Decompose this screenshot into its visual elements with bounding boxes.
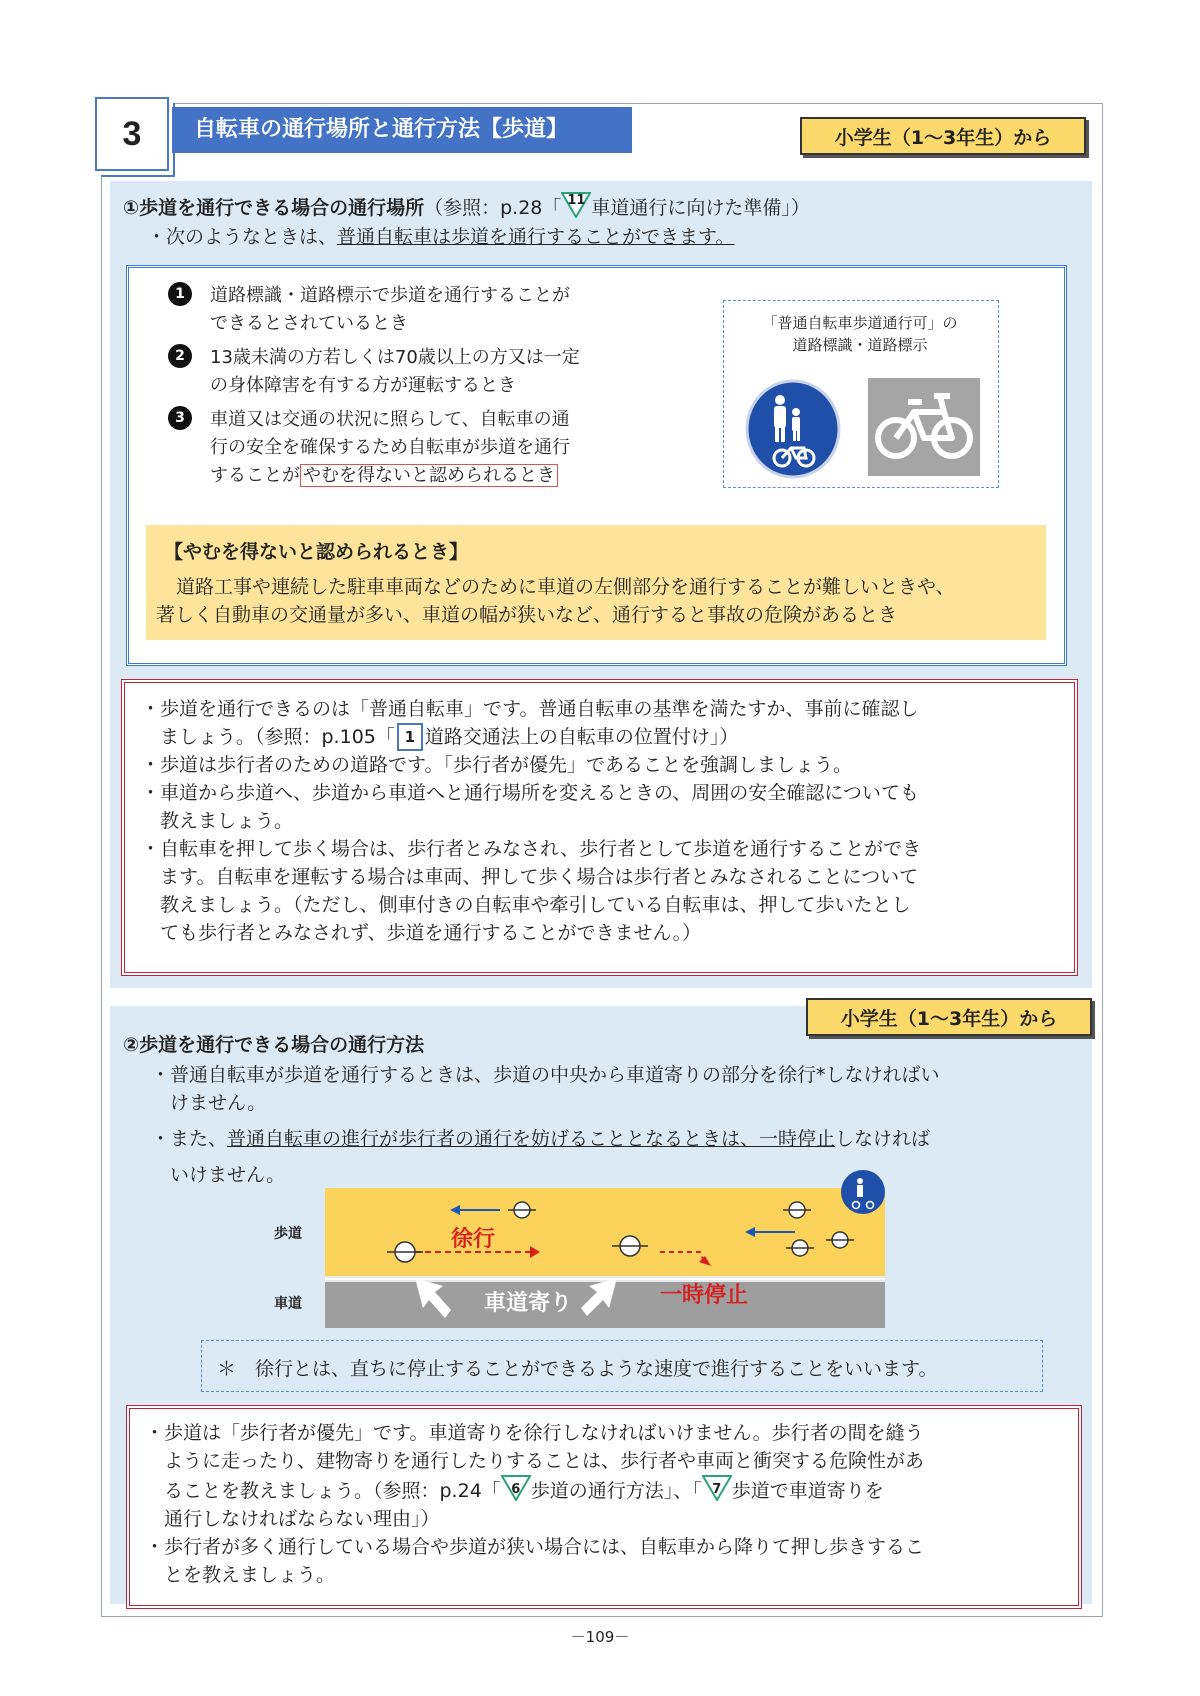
part2-note-line: ように走ったり、建物寄りを通行したりすることは、歩行者や車両と衝突する危険性があ xyxy=(164,1450,925,1472)
unavoidable-line1: 道路工事や連続した駐車車両などのために車道の左側部分を通行することが難しいときや、 xyxy=(176,576,955,598)
part1-intro-prefix: ・次のようなときは、 xyxy=(147,226,338,248)
part2-bullet2-prefix: ・また、 xyxy=(151,1128,228,1150)
condition-3-line1: 車道又は交通の状況に照らして、自転車の通 xyxy=(210,409,570,430)
part2-note-line: ・歩行者が多く通行している場合や歩道が狭い場合には、自転車から降りて押し歩きするこ xyxy=(145,1536,925,1558)
part2-bullet2-line2: いけません。 xyxy=(170,1164,286,1186)
sign-caption-line2: 道路標識・道路標示 xyxy=(792,336,928,354)
part2-note-ref-b: 歩道の通行方法」、「 xyxy=(530,1480,702,1502)
unavoidable-box xyxy=(146,525,1046,640)
grade-badge-2: 小学生（1～3年生）から xyxy=(806,998,1092,1036)
part2-notes xyxy=(145,1419,924,1589)
part2-note-line-ref xyxy=(145,1475,924,1505)
ref-number-box-icon: 1 xyxy=(397,723,423,751)
condition-1 xyxy=(168,282,688,342)
road-side-label: 車道寄り xyxy=(484,1291,573,1316)
bicycle-road-marking-icon xyxy=(868,378,980,476)
part1-note-line: ・歩道は歩行者のための道路です。「歩行者が優先」であることを強調しましょう。 xyxy=(141,754,852,776)
condition-2 xyxy=(168,344,688,404)
part1-note-line: 教えましょう。（ただし、側車付きの自転車や牽引している自転車は、押して歩いたとし xyxy=(160,894,911,916)
sign-caption-line1: 「普通自転車歩道通行可」の xyxy=(762,314,958,332)
part2-bullet1-line1: ・普通自転車が歩道を通行するときは、歩道の中央から車道寄りの部分を徐行*しなければい xyxy=(151,1064,940,1086)
part1-notes xyxy=(141,695,921,947)
condition-1-line2: できるとされているとき xyxy=(210,313,408,334)
unavoidable-title: 【やむを得ないと認められるとき】 xyxy=(164,541,469,563)
triangle-ref-icon xyxy=(561,192,591,218)
part1-note-line: ます。自転車を運転する場合は車両、押して歩く場合は歩行者とみなされることについて xyxy=(160,866,919,888)
part1-ref-num: 11 xyxy=(567,193,586,208)
condition-2-line2: の身体障害を有する方が運転するとき xyxy=(210,375,516,396)
condition-3 xyxy=(168,406,688,494)
part1-note-line: ・歩道を通行できるのは「普通自転車」です。普通自転車の基準を満たすか、事前に確認し xyxy=(141,698,919,720)
part2-bullet2-underlined2: 一時停止 xyxy=(759,1128,836,1150)
part2-note-line: 通行しなければならない理由」） xyxy=(164,1508,440,1530)
page-number: －109－ xyxy=(570,1628,630,1646)
part2-bullet1-line2: けません。 xyxy=(170,1092,267,1114)
stop-label: 一時停止 xyxy=(660,1283,749,1308)
condition-2-line1: 13歳未満の方若しくは70歳以上の方又は一定 xyxy=(210,347,580,368)
condition-2-number: 2 xyxy=(168,344,192,368)
roadway-label: 車道 xyxy=(274,1296,302,1312)
condition-3-number: 3 xyxy=(168,406,192,430)
part1-ref-open: （参照：p.28「 xyxy=(424,197,562,219)
part1-note-ref-a: ましょう。（参照：p.105「 xyxy=(160,726,395,748)
part2-note-line: とを教えましょう。 xyxy=(164,1564,336,1586)
part1-note-line: ・車道から歩道へ、歩道から車道へと通行場所を変えるときの、周囲の安全確認についても xyxy=(141,782,919,804)
part2-bullet2-suffix: しなければ xyxy=(835,1128,931,1150)
condition-1-line1: 道路標識・道路標示で歩道を通行することが xyxy=(210,285,570,306)
part1-heading-main: ①歩道を通行できる場合の通行場所 xyxy=(123,197,425,219)
part2-bullet2-line1 xyxy=(151,1124,930,1151)
triangle-ref-icon xyxy=(702,1475,732,1501)
sidewalk-label: 歩道 xyxy=(274,1226,302,1242)
part1-intro xyxy=(147,222,735,249)
pedestrian-bicycle-sign-icon xyxy=(744,378,842,480)
footnote-text: ＊ 徐行とは、直ちに停止することができるような速度で進行することをいいます。 xyxy=(217,1358,938,1380)
footnote-box xyxy=(201,1340,1043,1392)
part2-note-ref-c: 歩道で車道寄りを xyxy=(731,1480,884,1502)
part1-note-line: 教えましょう。 xyxy=(160,810,294,832)
part1-note-line: ・自転車を押して歩く場合は、歩行者とみなされ、歩行者として歩道を通行することができ xyxy=(141,838,922,860)
slow-label: 徐行 xyxy=(451,1227,496,1252)
sign-caption xyxy=(723,312,997,356)
pedestrian-bicycle-sign-small-icon xyxy=(841,1170,885,1214)
part2-ref-num1: 6 xyxy=(511,1482,521,1497)
part1-intro-underlined: 普通自転車は歩道を通行することができます。 xyxy=(337,226,735,248)
part2-bullet2-underlined1: 普通自転車の進行が歩行者の通行を妨げることとなるときは、 xyxy=(227,1128,760,1150)
condition-1-number: 1 xyxy=(168,282,192,306)
part2-note-line: ・歩道は「歩行者が優先」です。車道寄りを徐行しなければいけません。歩行者の間を縫う xyxy=(145,1422,924,1444)
part1-note-line-ref xyxy=(141,723,921,751)
part1-ref-title: 車道通行に向けた準備」） xyxy=(591,197,810,219)
part1-heading xyxy=(123,192,810,220)
condition-3-line3-prefix: することが xyxy=(210,465,300,486)
sidewalk-diagram xyxy=(325,1168,885,1328)
section-number: 3 xyxy=(95,97,169,171)
part2-ref-num2: 7 xyxy=(712,1482,722,1497)
condition-3-line2: 行の安全を確保するため自転車が歩道を通行 xyxy=(210,437,570,458)
unavoidable-line2: 著しく自動車の交通量が多い、車道の幅が狭いなど、通行すると事故の危険があるとき xyxy=(156,604,898,626)
part1-note-ref-b: 道路交通法上の自転車の位置付け」） xyxy=(424,726,739,748)
part1-note-line: ても歩行者とみなされず、歩道を通行することができません。） xyxy=(160,922,702,944)
part2-heading: ②歩道を通行できる場合の通行方法 xyxy=(123,1034,425,1056)
triangle-ref-icon xyxy=(501,1475,531,1501)
grade-badge: 小学生（1～3年生）から xyxy=(800,117,1086,155)
condition-3-line3-boxed: やむを得ないと認められるとき xyxy=(300,464,558,487)
part2-note-ref-a: ることを教えましょう。（参照：p.24「 xyxy=(164,1480,501,1502)
section-title: 自転車の通行場所と通行方法【歩道】 xyxy=(172,107,632,153)
